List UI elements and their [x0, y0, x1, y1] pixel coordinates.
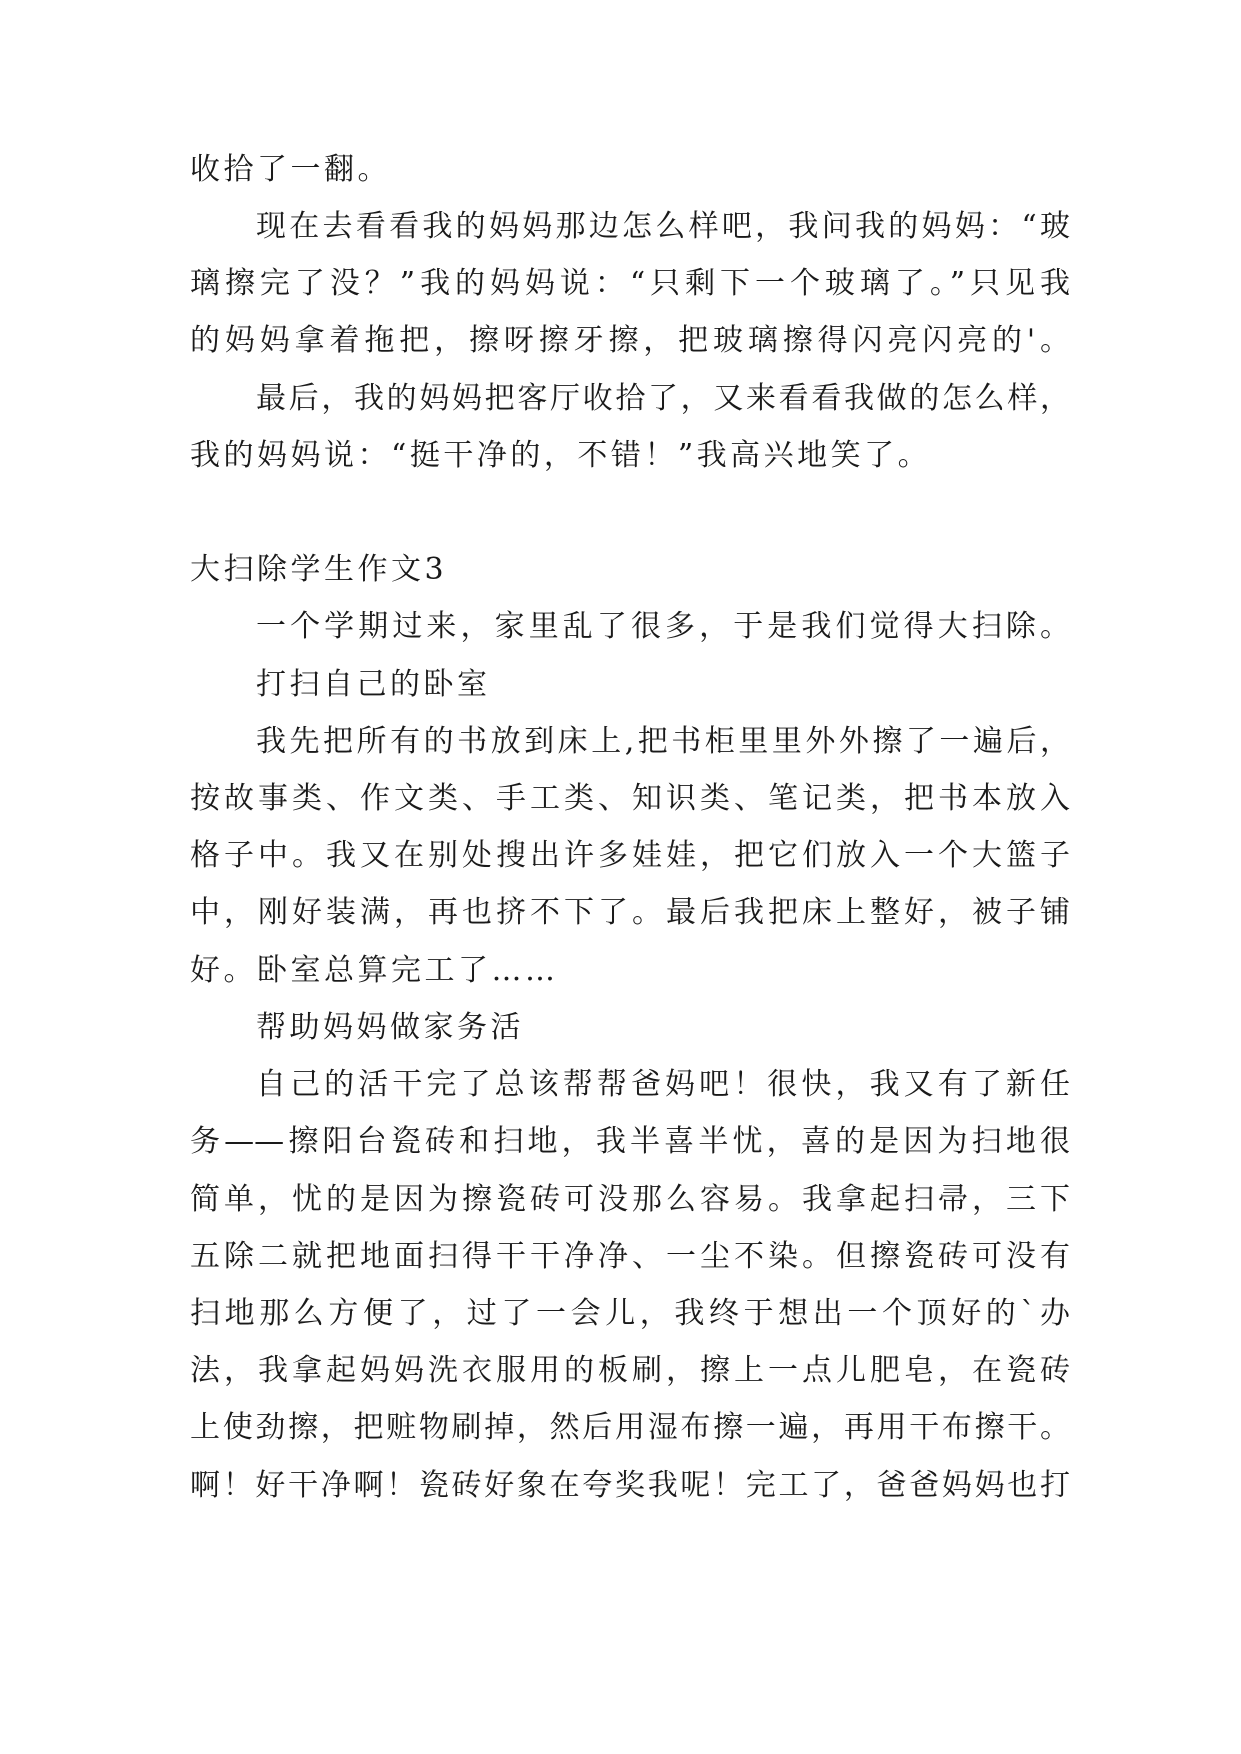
subheading: 帮助妈妈做家务活: [256, 1010, 524, 1045]
paragraph-line: 璃擦完了没？”我的妈妈说：“只剩下一个玻璃了。”只见我: [190, 266, 1070, 301]
paragraph-line: 按故事类、作文类、手工类、知识类、笔记类，把书本放入: [190, 781, 1070, 816]
paragraph-line: 我的妈妈说：“挺干净的，不错！”我高兴地笑了。: [190, 438, 932, 473]
paragraph-line: 简单，忧的是因为擦瓷砖可没那么容易。我拿起扫帚，三下: [190, 1182, 1070, 1217]
paragraph-line: 好。卧室总算完工了……: [190, 953, 559, 988]
paragraph-line: 自己的活干完了总该帮帮爸妈吧！很快，我又有了新任: [256, 1067, 1070, 1102]
paragraph-line: 扫地那么方便了，过了一会儿，我终于想出一个顶好的`办: [190, 1296, 1070, 1331]
paragraph-line: 收拾了一翻。: [190, 152, 391, 187]
paragraph-line: 法，我拿起妈妈洗衣服用的板刷，擦上一点儿肥皂，在瓷砖: [190, 1353, 1070, 1388]
paragraph-line: 最后，我的妈妈把客厅收拾了，又来看看我做的怎么样，: [256, 381, 1070, 416]
paragraph-line: 五除二就把地面扫得干干净净、一尘不染。但擦瓷砖可没有: [190, 1239, 1070, 1274]
paragraph-line: 格子中。我又在别处搜出许多娃娃，把它们放入一个大篮子: [190, 838, 1070, 873]
paragraph-line: 现在去看看我的妈妈那边怎么样吧，我问我的妈妈：“玻: [256, 209, 1070, 244]
paragraph-line: 我先把所有的书放到床上,把书柜里里外外擦了一遍后，: [256, 724, 1070, 759]
paragraph-line: 一个学期过来，家里乱了很多，于是我们觉得大扫除。: [256, 609, 1070, 644]
paragraph-line: 上使劲擦，把赃物刷掉，然后用湿布擦一遍，再用干布擦干。: [190, 1410, 1070, 1445]
subheading: 打扫自己的卧室: [256, 667, 491, 702]
paragraph-line: 啊！好干净啊！瓷砖好象在夸奖我呢！完工了，爸爸妈妈也打: [190, 1468, 1070, 1503]
section-heading: 大扫除学生作文3: [190, 552, 448, 587]
paragraph-line: 中，刚好装满，再也挤不下了。最后我把床上整好，被子铺: [190, 895, 1070, 930]
paragraph-line: 的妈妈拿着拖把，擦呀擦牙擦，把玻璃擦得闪亮闪亮的'。: [190, 323, 1070, 358]
paragraph-line: 务——擦阳台瓷砖和扫地，我半喜半忧，喜的是因为扫地很: [190, 1124, 1070, 1159]
